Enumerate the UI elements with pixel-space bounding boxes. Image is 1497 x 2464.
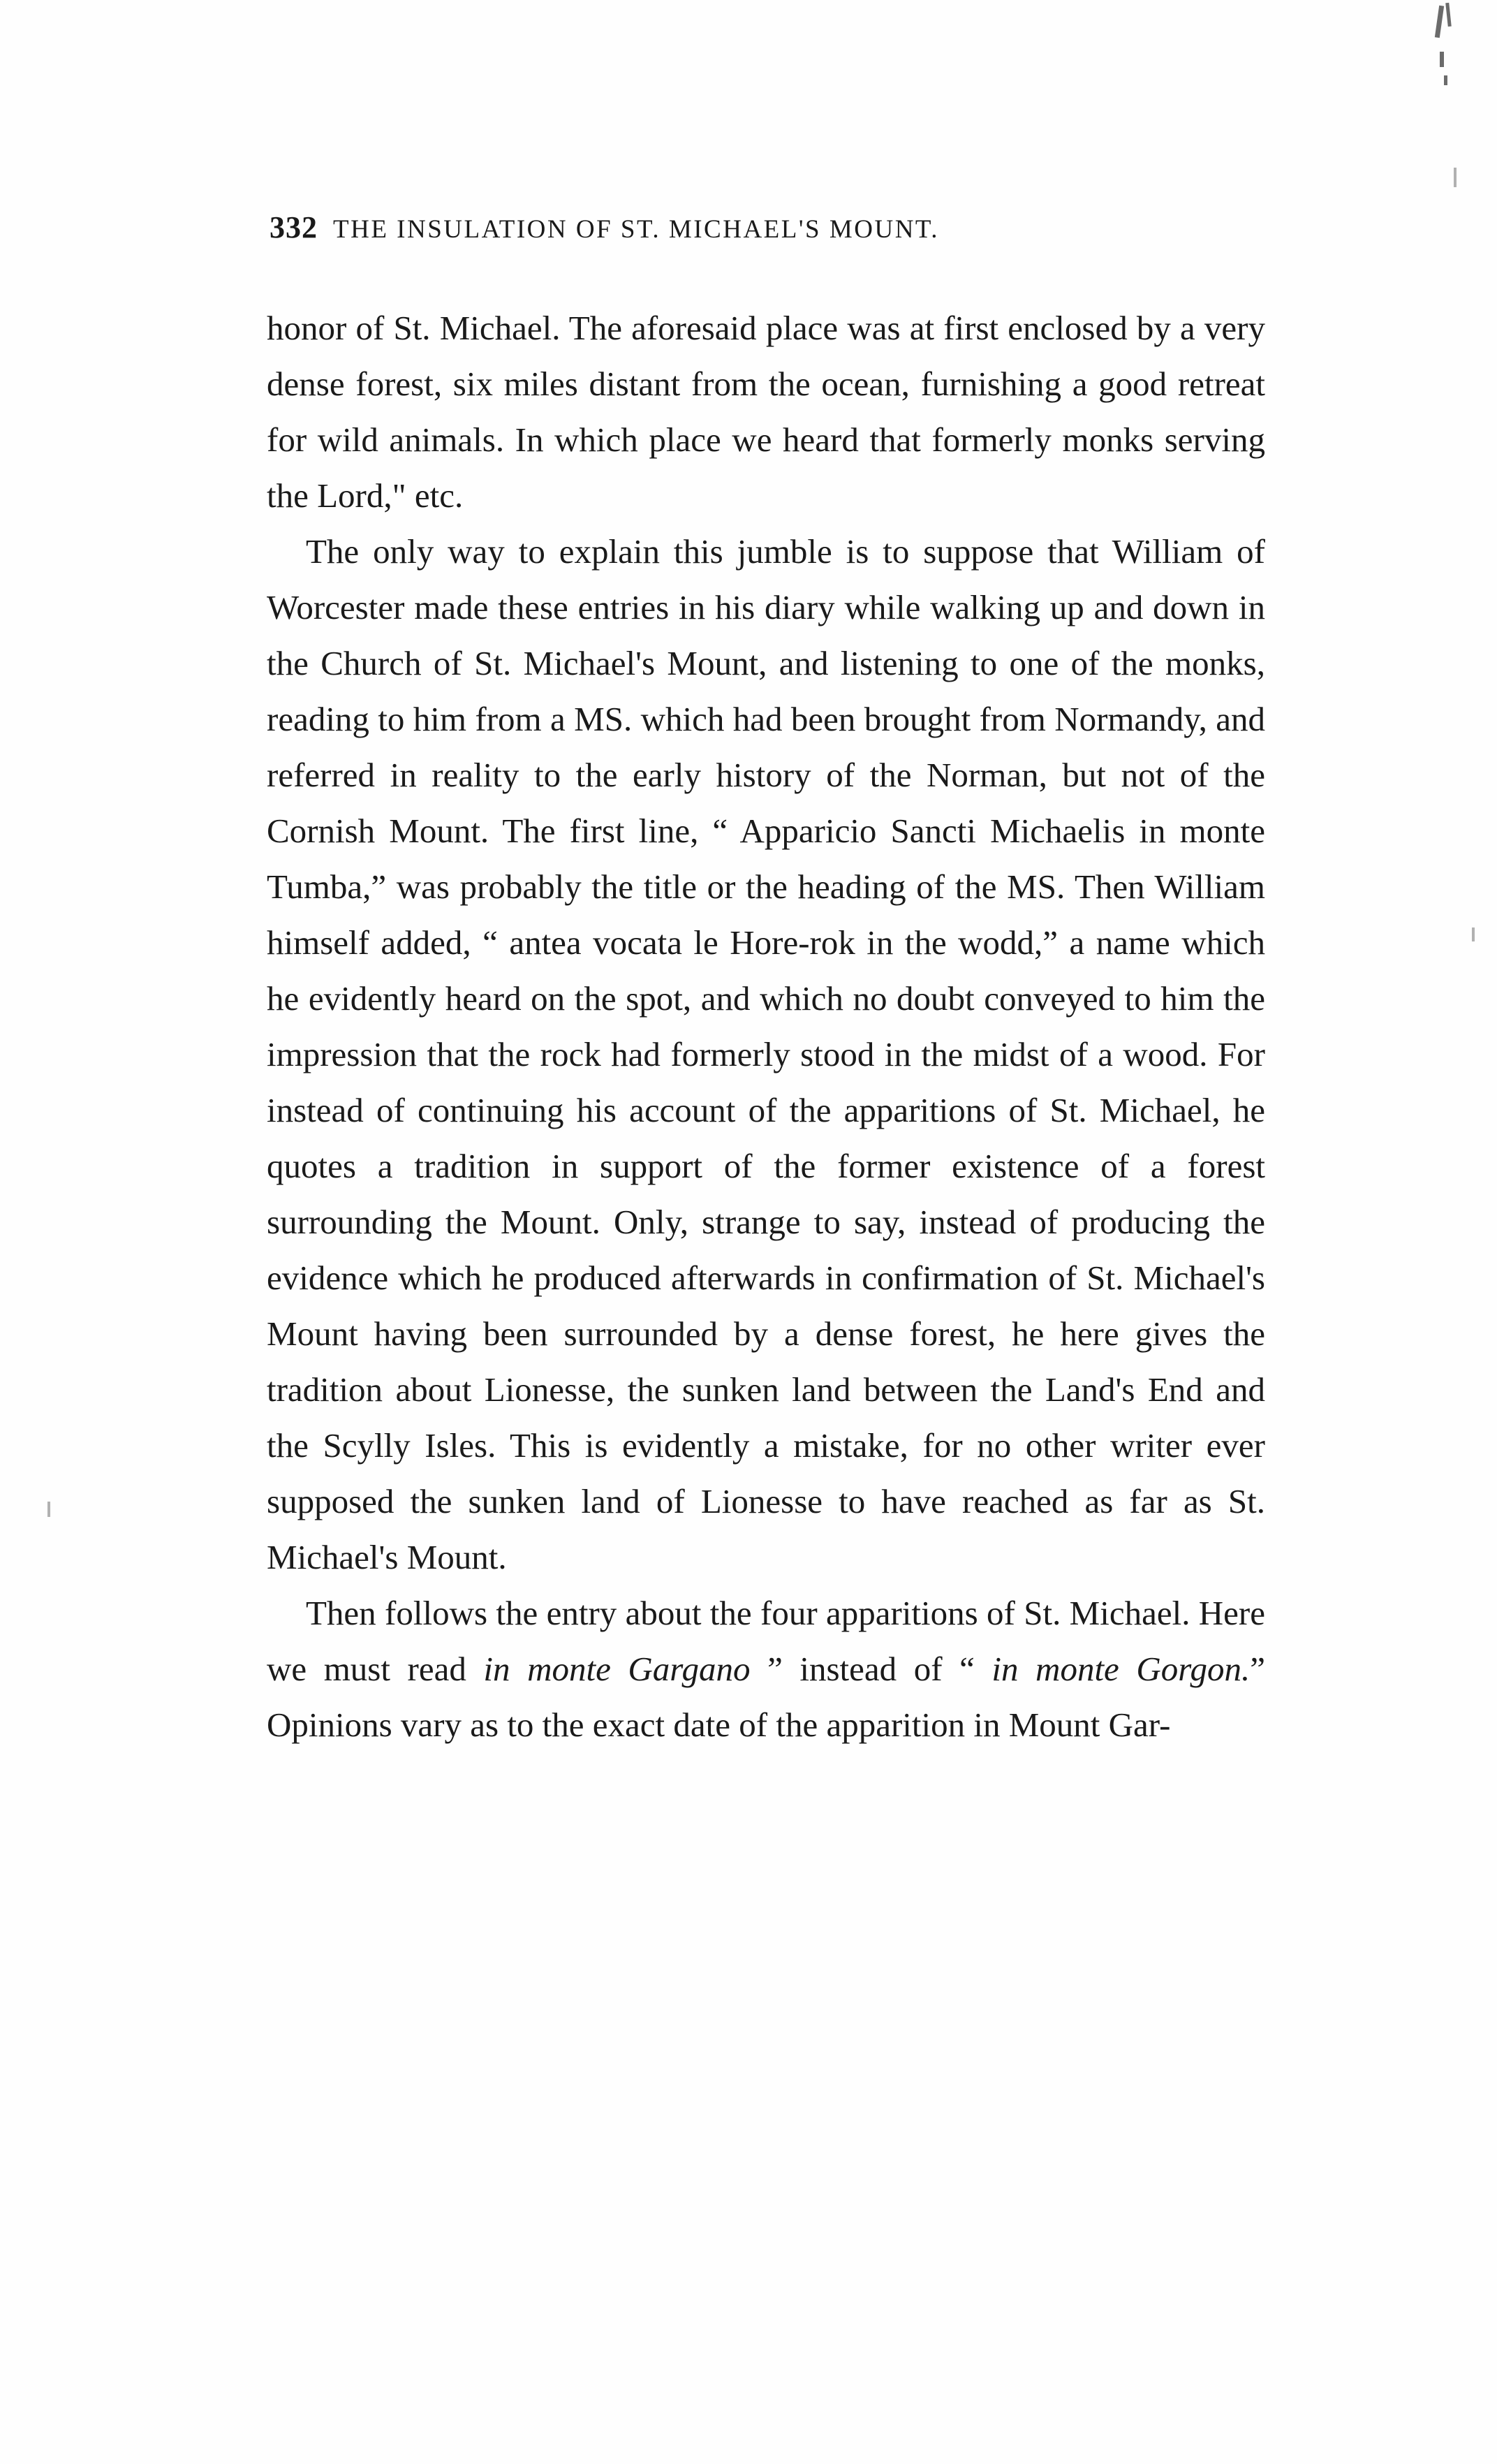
latin-phrase-gorgon: in monte Gorgon. [991, 1650, 1251, 1688]
page-number: 332 [270, 210, 318, 244]
scan-speck [1445, 3, 1452, 27]
paragraph: honor of St. Michael. The aforesaid place was at first enclosed by a very dense forest, six miles distant from the ocean, furnishing a good retreat for wild animals. In which place we heard that formerly monks serving the Lord," etc. [267, 309, 1265, 515]
page-header [270, 210, 1261, 245]
scan-speck [1440, 52, 1444, 67]
scan-speck [1444, 75, 1447, 85]
latin-phrase-gargano: in monte Gargano [483, 1650, 751, 1688]
paragraph [267, 1585, 1265, 1753]
paragraph: The only way to explain this jumble is to suppose that William of Worcester made these entries in his diary while walking up and down in the Church of St. Michael's Mount, and listening to one of the monks, reading to him from a MS. which had been brought from Normandy, and referred in reality to the early history of the Norman, but not of the Cornish Mount. The first line, “ Apparicio Sancti Michaelis in monte Tumba,” was probably the title or the heading of the MS. Then William himself added, “ antea vocata le Hore-rok in the wodd,” a name which he evidently heard on the spot, and which no doubt conveyed to him the impression that the rock had formerly stood in the midst of a wood. For instead of continuing his account of the apparitions of St. Michael, he quotes a tradition in support of the former existence of a forest surrounding the Mount. Only, strange to say, instead of producing the evidence which he produced afterwards in confirmation of St. Michael's Mount having been surrounded by a dense forest, he here gives the tradition about Lionesse, the sunken land between the Land's End and the Scylly Isles. This is evidently a mistake, for no other writer ever supposed the sunken land of Lionesse to have reached as far as St. Michael's Mount. [267, 532, 1265, 1576]
margin-mark [1454, 168, 1457, 187]
paragraph-lead: Then follows the entry about the four apparitions of St. Michael. Here we must read [267, 1594, 1265, 1688]
margin-mark [47, 1502, 50, 1517]
running-title: THE INSULATION OF ST. MICHAEL'S MOUNT. [333, 215, 940, 244]
margin-mark [1472, 927, 1475, 941]
paragraph-mid: ” instead of “ [750, 1650, 992, 1688]
body-text [267, 300, 1265, 1753]
paragraph-tail: ” Opinions vary as to the exact date of the apparition in Mount Gar- [267, 1650, 1265, 1744]
scan-speck [1435, 6, 1444, 38]
